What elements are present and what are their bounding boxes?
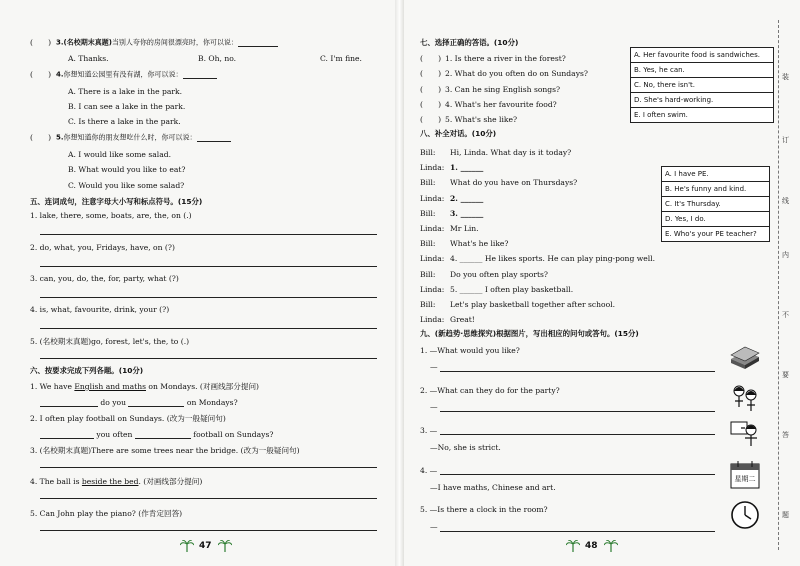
underlined-phrase: beside the bed [81,477,139,486]
dialogue-line [420,267,680,282]
item-text: 5. What's she like? [445,115,518,124]
section-title: 六、按要求完成下列各题。(10分) [30,366,144,375]
option: C. Is there a lake in the park. [68,117,181,126]
option: A. There is a lake in the park. [68,87,183,96]
option: D. Yes, I do. [662,212,769,227]
question-prompt: 你想知道你的朋友想吃什么时，你可以说： [63,133,197,142]
speaker: Bill: [420,300,436,310]
binding-char: 要 [782,371,789,379]
dialogue-line [420,175,680,190]
speaker: Bill: [420,239,436,249]
page-number: 47 [199,541,212,551]
item-text-part: on Mondays. (对画线部分提问) [146,382,260,391]
answer-paren[interactable]: ( ) [420,69,442,78]
answer-line[interactable] [440,434,715,435]
answer-paren[interactable]: ( ) [420,115,442,124]
section-title: 七、选择正确的答语。(10分) [420,38,519,47]
line-text: Do you often play sports? [450,269,548,279]
option: B. What would you like to eat? [68,165,186,174]
answer-paren[interactable]: ( ) [30,133,52,142]
option: A. Her favourite food is sandwiches. [631,48,773,63]
answer-line[interactable] [440,411,715,412]
sandwich-picture [729,345,761,375]
dash: — [430,362,438,371]
answer-line[interactable] [440,531,715,532]
item-text: 4. — [420,466,438,475]
dialogue-line[interactable] [420,282,680,297]
line-text: 2. ______ [450,193,484,203]
speaker: Linda: [420,315,445,325]
answer-paren[interactable]: ( ) [420,100,442,109]
answer-line[interactable] [440,371,715,372]
binding-char: 订 [782,136,789,144]
binding-line [778,20,797,550]
option: D. She's hard-working. [631,93,773,108]
item-text: 3. — [420,426,438,435]
line-text: 1. ______ [450,163,484,173]
item-text: 1. lake, there, some, boats, are, the, on (.) [30,211,192,220]
binding-char: 装 [782,73,789,81]
binding-char: 题 [782,511,789,519]
palm-tree-icon [566,540,580,552]
question-prompt: 当别人夸你的房间很漂亮时，你可以说： [111,38,238,47]
page-number: 48 [585,541,598,551]
line-text: Let's play basketball together after school. [450,300,616,310]
options-box [661,166,770,242]
item-text-part: 4. The ball is [30,477,82,486]
underlined-phrase: English and maths [74,382,146,391]
children-picture [729,383,761,413]
answer-paren[interactable]: ( ) [30,70,52,79]
binding-char: 内 [782,251,789,259]
dialogue-line[interactable] [420,191,680,206]
clock-icon [729,500,761,530]
item-text: 3. (名校期末真题)There are some trees near the bridge. (改为一般疑问句) [30,446,300,455]
fill-text: you often [96,430,133,439]
speaker: Linda: [420,224,445,234]
answer-paren[interactable]: ( ) [30,38,52,47]
item-text-part: 1. We have [30,382,75,391]
line-text: 3. ______ [450,208,484,218]
option: C. No, there isn't. [631,78,773,93]
item-text: 3. can, you, do, the, for, party, what (?) [30,274,179,283]
item-text: 2. —What can they do for the party? [420,386,560,395]
line-text: 4. ______ He likes sports. He can play ping-pong well. [450,254,655,264]
calendar-picture [729,460,761,490]
speaker: Linda: [420,193,445,203]
option: B. Oh, no. [198,54,237,63]
line-text: 5. ______ I often play basketball. [450,284,574,294]
section-title: 八、补全对话。(10分) [420,129,497,138]
dialogue-line[interactable] [420,251,680,266]
option: E. I often swim. [634,111,688,119]
binding-char: 答 [782,431,789,439]
item-text: 1. Is there a river in the forest? [445,54,566,63]
option: B. He's funny and kind. [662,182,769,197]
item-text: 5. (名校期末真题)go, forest, let's, the, to (.) [30,337,190,346]
option: E. Who's your PE teacher? [665,230,757,238]
answer-text: —No, she is strict. [430,443,501,452]
dialogue-line [420,236,680,251]
option: A. Thanks. [68,54,109,63]
options-box [630,47,774,123]
line-text: What do you have on Thursdays? [450,178,578,188]
dialogue [420,145,680,327]
item-text: 2. do, what, you, Fridays, have, on (?) [30,243,175,252]
dialogue-line [420,145,680,160]
dialogue-line [420,221,680,236]
binding-char: 不 [782,311,789,319]
option: C. Would you like some salad? [68,181,185,190]
item-text: 4. is, what, favourite, drink, your (?) [30,305,170,314]
line-text: Hi, Linda. What day is it today? [450,148,572,157]
item-text: 1. —What would you like? [420,346,520,355]
line-text: Mr Lin. [450,224,479,234]
answer-text: —I have maths, Chinese and art. [430,483,556,492]
option: B. Yes, he can. [631,63,773,78]
item-text: 3. Can he sing English songs? [445,85,561,94]
fill-text: football on Sundays? [193,430,274,439]
option: C. I'm fine. [320,54,362,63]
teacher-picture [729,420,761,450]
answer-paren[interactable]: ( ) [420,85,442,94]
speaker: Bill: [420,178,436,188]
speaker: Linda: [420,284,445,294]
answer-line[interactable] [440,474,715,475]
question-number: 5. [56,133,64,142]
dash: — [430,522,438,531]
item-text: 5. Can John play the piano? (作肯定回答) [30,509,183,518]
speaker: Bill: [420,148,436,157]
binding-char: 线 [782,197,789,205]
dialogue-line [420,297,680,312]
option: A. I would like some salad. [68,150,171,159]
line-text: Great! [450,315,475,325]
question-number: 3. [56,38,64,47]
item-text-part: . (对画线部分提问) [138,477,203,486]
dialogue-line[interactable] [420,206,680,221]
section-title: 九、(新趋势·思维探究)根据图片，写出相应的问句或答句。(15分) [420,329,639,338]
speaker: Linda: [420,254,445,264]
section-title: 五、连词成句，注意字母大小写和标点符号。(15分) [30,197,203,206]
option: B. I can see a lake in the park. [68,102,186,111]
answer-paren[interactable]: ( ) [420,54,442,63]
dialogue-line [420,312,680,327]
speaker: Bill: [420,269,436,279]
question-number: 4. [56,70,64,79]
speaker: Bill: [420,208,436,218]
question-prompt: 你想知道公园里有没有湖，你可以说： [63,70,183,79]
option: C. It's Thursday. [662,197,769,212]
option: A. I have PE. [662,167,769,182]
fill-text: on Mondays? [186,398,238,407]
line-text: What's he like? [450,239,509,249]
dialogue-line[interactable] [420,160,680,175]
dash: — [430,402,438,411]
fill-text: do you [100,398,127,407]
palm-tree-icon [604,540,618,552]
speaker: Linda: [420,163,445,173]
item-text: 4. What's her favourite food? [445,100,557,109]
calendar-text: 星期二 [734,475,756,483]
item-text: 2. What do you often do on Sundays? [445,69,588,78]
item-text: 5. —Is there a clock in the room? [420,505,548,514]
item-text: 2. I often play football on Sundays. (改为一般疑问句) [30,414,226,423]
exam-tag: (名校期末真题) [63,38,112,47]
